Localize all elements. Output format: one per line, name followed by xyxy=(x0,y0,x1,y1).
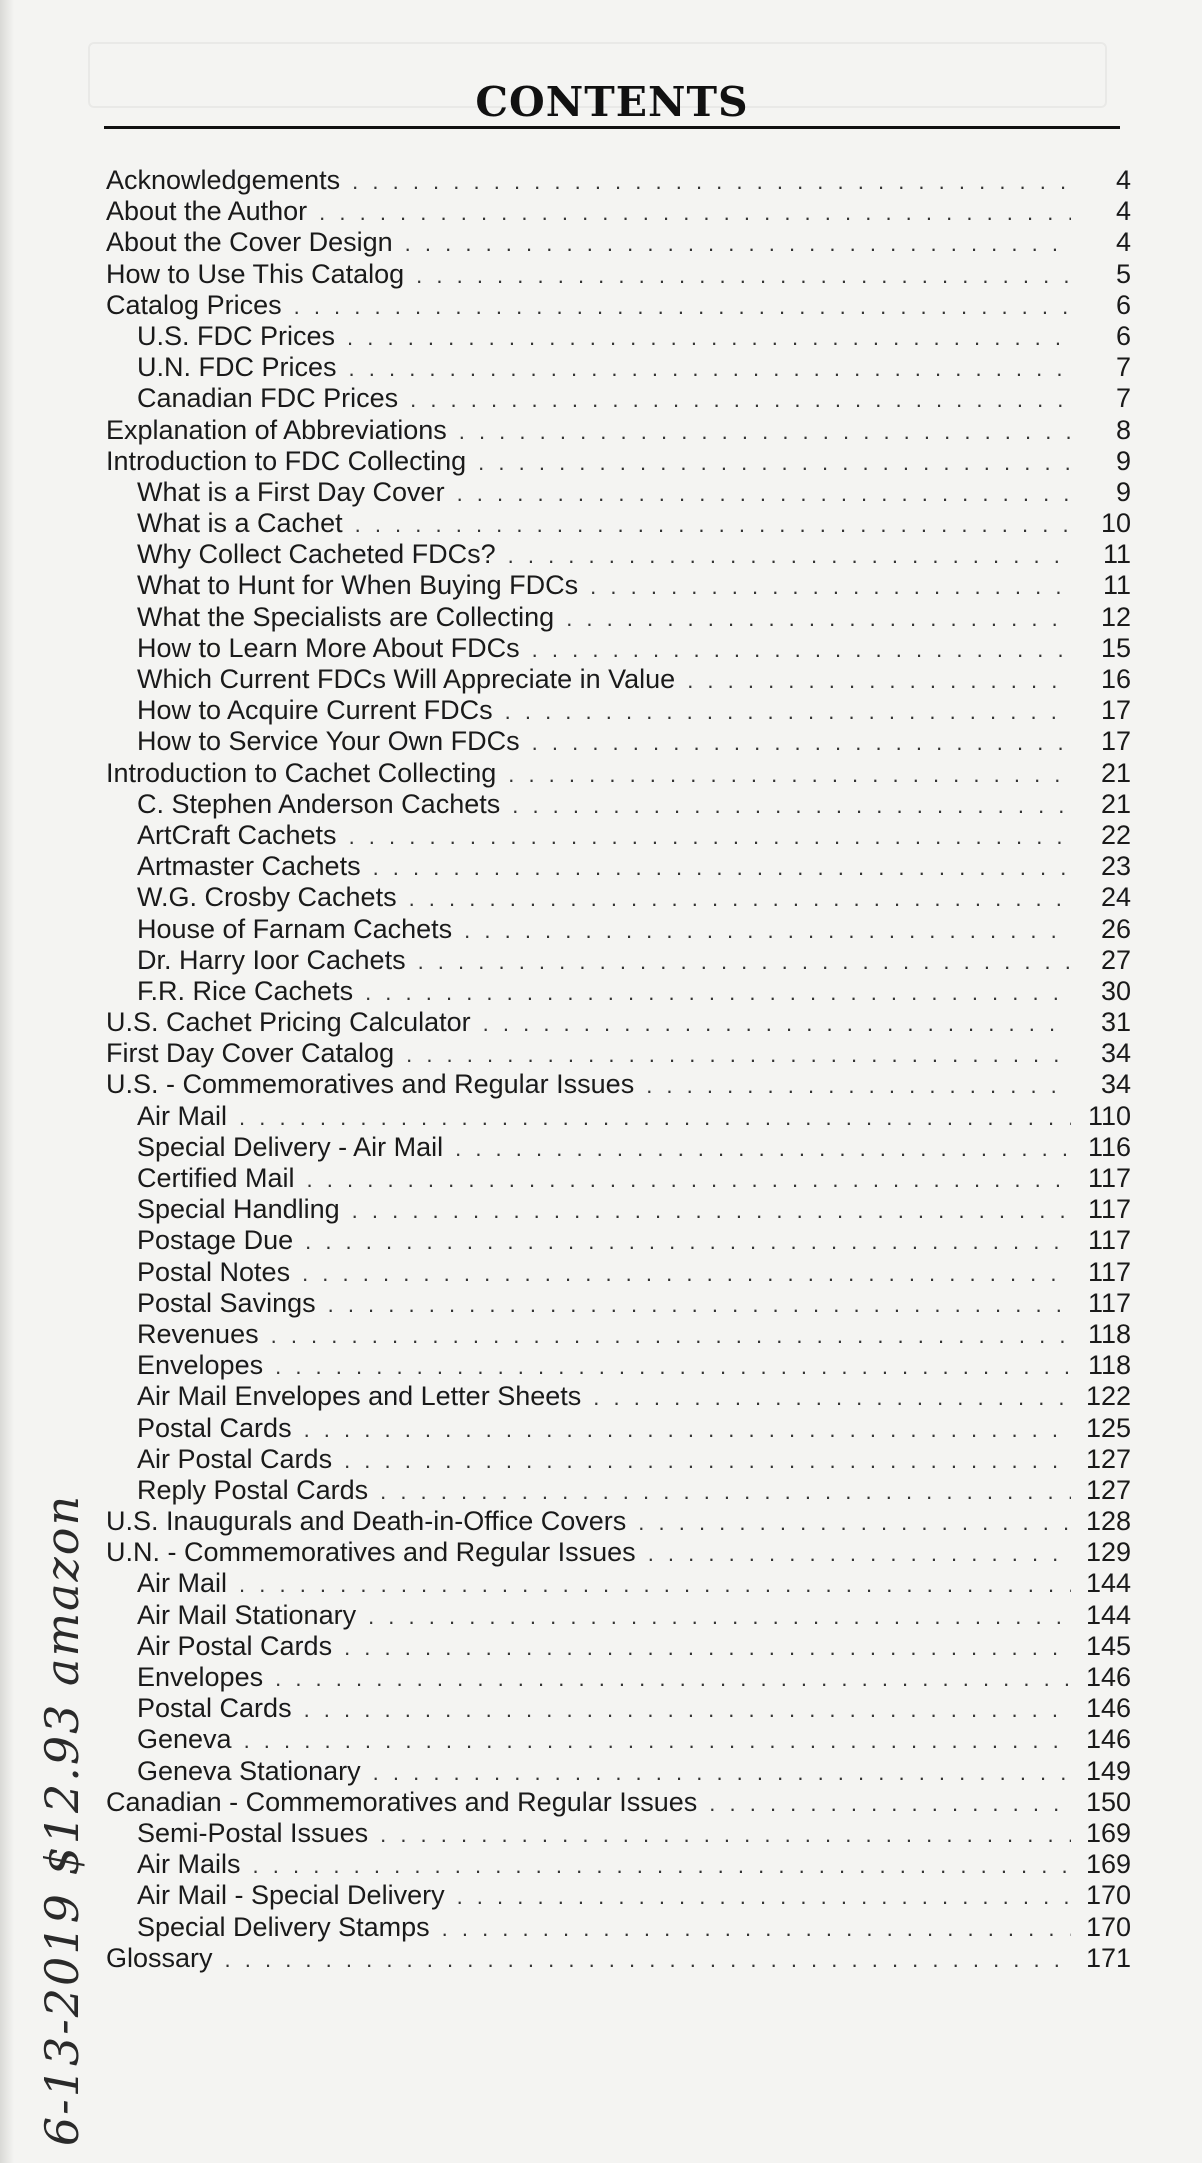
toc-entry-page: 144 xyxy=(1085,1568,1131,1599)
toc-entry-page: 117 xyxy=(1087,1225,1131,1256)
toc-entry-title: Glossary xyxy=(106,1942,213,1973)
toc-entry-page: 27 xyxy=(1100,944,1131,975)
toc-entry-page: 9 xyxy=(1115,476,1131,507)
toc-entry xyxy=(106,1444,1131,1475)
toc-entry-title: Canadian FDC Prices xyxy=(137,383,399,414)
toc-entry xyxy=(106,1693,1131,1724)
toc-leader-dots xyxy=(349,353,1071,384)
toc-entry-page: 34 xyxy=(1100,1038,1131,1069)
toc-entry-title: Postal Savings xyxy=(137,1287,316,1318)
toc-entry xyxy=(106,664,1131,695)
toc-entry-page: 31 xyxy=(1100,1007,1131,1038)
toc-entry-page: 4 xyxy=(1115,165,1131,195)
toc-entry-page: 6 xyxy=(1115,320,1131,351)
toc-entry-title: Air Mail xyxy=(137,1100,228,1131)
toc-leader-dots xyxy=(648,1538,1071,1569)
toc-entry-title: Canadian - Commemoratives and Regular Issues xyxy=(106,1786,698,1817)
toc-entry xyxy=(106,1069,1131,1100)
toc-entry xyxy=(106,1381,1131,1412)
toc-leader-dots xyxy=(349,821,1071,852)
toc-entry-page: 169 xyxy=(1085,1849,1131,1880)
toc-entry-title: House of Farnam Cachets xyxy=(137,913,453,944)
toc-entry xyxy=(106,290,1131,321)
toc-entry-title: Special Delivery Stamps xyxy=(137,1911,430,1942)
toc-entry xyxy=(106,352,1131,383)
toc-leader-dots xyxy=(478,447,1071,478)
toc-leader-dots xyxy=(368,1601,1071,1632)
toc-entry-page: 117 xyxy=(1087,1287,1131,1318)
toc-entry-page: 117 xyxy=(1087,1256,1131,1287)
toc-leader-dots xyxy=(344,1632,1071,1663)
toc-leader-dots xyxy=(416,260,1071,291)
toc-entry-page: 15 xyxy=(1100,632,1131,663)
toc-leader-dots xyxy=(319,197,1071,228)
toc-entry-title: Geneva xyxy=(137,1724,232,1755)
page-edge-shadow xyxy=(0,0,14,2163)
toc-entry-title: What is a First Day Cover xyxy=(137,476,445,507)
toc-entry xyxy=(106,695,1131,726)
toc-entry-page: 21 xyxy=(1100,757,1131,788)
toc-entry xyxy=(106,1101,1131,1132)
toc-entry-title: What the Specialists are Collecting xyxy=(137,601,555,632)
toc-leader-dots xyxy=(380,1819,1071,1850)
toc-entry-title: Why Collect Cacheted FDCs? xyxy=(137,539,496,570)
toc-leader-dots xyxy=(304,1694,1071,1725)
toc-entry xyxy=(106,1506,1131,1537)
toc-leader-dots xyxy=(457,478,1071,509)
toc-entry xyxy=(106,945,1131,976)
toc-entry xyxy=(106,196,1131,227)
toc-entry-page: 7 xyxy=(1115,383,1131,414)
toc-leader-dots xyxy=(352,1195,1071,1226)
toc-entry-title: U.S. Inaugurals and Death-in-Office Covers xyxy=(106,1506,627,1537)
toc-leader-dots xyxy=(355,509,1071,540)
toc-entry xyxy=(106,1132,1131,1163)
toc-leader-dots xyxy=(271,1320,1071,1351)
toc-entry-page: 169 xyxy=(1085,1817,1131,1848)
toc-leader-dots xyxy=(405,228,1071,259)
toc-leader-dots xyxy=(365,977,1071,1008)
toc-leader-dots xyxy=(302,1258,1071,1289)
toc-entry xyxy=(106,1319,1131,1350)
toc-entry-page: 117 xyxy=(1087,1163,1131,1193)
toc-entry xyxy=(106,1912,1131,1943)
toc-leader-dots xyxy=(410,384,1071,415)
toc-leader-dots xyxy=(244,1725,1071,1756)
toc-leader-dots xyxy=(459,416,1071,447)
toc-leader-dots xyxy=(483,1008,1071,1039)
toc-leader-dots xyxy=(347,322,1071,353)
toc-entry xyxy=(106,976,1131,1007)
toc-entry-page: 11 xyxy=(1102,570,1131,601)
toc-leader-dots xyxy=(275,1663,1071,1694)
toc-entry-title: Postal Cards xyxy=(137,1693,292,1724)
toc-entry xyxy=(106,1350,1131,1381)
toc-entry-page: 30 xyxy=(1100,975,1131,1006)
toc-entry-page: 127 xyxy=(1085,1443,1131,1474)
toc-entry-page: 146 xyxy=(1085,1693,1131,1724)
toc-entry-page: 127 xyxy=(1085,1474,1131,1505)
toc-entry xyxy=(106,1257,1131,1288)
toc-entry xyxy=(106,758,1131,789)
toc-entry-page: 118 xyxy=(1087,1318,1131,1349)
toc-entry-title: W.G. Crosby Cachets xyxy=(137,882,397,913)
toc-entry xyxy=(106,633,1131,664)
toc-entry xyxy=(106,446,1131,477)
toc-entry-page: 129 xyxy=(1085,1537,1131,1568)
toc-entry xyxy=(106,726,1131,757)
toc-entry-title: Revenues xyxy=(137,1318,259,1349)
toc-entry-page: 145 xyxy=(1085,1630,1131,1661)
toc-leader-dots xyxy=(646,1070,1071,1101)
page-title: CONTENTS xyxy=(475,78,749,126)
toc-leader-dots xyxy=(464,915,1071,946)
toc-leader-dots xyxy=(638,1507,1071,1538)
toc-entry xyxy=(106,820,1131,851)
toc-entry-page: 146 xyxy=(1085,1662,1131,1692)
toc-entry-title: Certified Mail xyxy=(137,1163,295,1193)
toc-entry xyxy=(106,165,1131,196)
toc-entry xyxy=(106,602,1131,633)
toc-entry xyxy=(106,1194,1131,1225)
toc-entry-page: 21 xyxy=(1100,788,1131,819)
table-of-contents xyxy=(106,165,1131,1974)
toc-entry-title: What is a Cachet xyxy=(137,508,343,539)
toc-entry-page: 8 xyxy=(1115,414,1131,445)
toc-entry-title: Artmaster Cachets xyxy=(137,851,361,882)
toc-entry-title: Special Delivery - Air Mail xyxy=(137,1131,444,1162)
toc-entry xyxy=(106,851,1131,882)
toc-entry-title: Air Mail - Special Delivery xyxy=(137,1880,445,1911)
toc-leader-dots xyxy=(275,1351,1071,1382)
toc-leader-dots xyxy=(239,1102,1071,1133)
toc-leader-dots xyxy=(304,1414,1071,1445)
toc-entry xyxy=(106,570,1131,601)
toc-entry-title: Dr. Harry Ioor Cachets xyxy=(137,944,406,975)
toc-entry-title: Postal Cards xyxy=(137,1412,292,1443)
toc-entry-page: 11 xyxy=(1102,539,1131,570)
toc-entry xyxy=(106,1849,1131,1880)
toc-leader-dots xyxy=(532,634,1071,665)
toc-leader-dots xyxy=(373,852,1071,883)
toc-entry-page: 125 xyxy=(1085,1412,1131,1443)
toc-leader-dots xyxy=(709,1788,1071,1819)
toc-entry-title: F.R. Rice Cachets xyxy=(137,975,354,1006)
toc-entry xyxy=(106,1475,1131,1506)
toc-leader-dots xyxy=(457,1881,1071,1912)
toc-entry-page: 22 xyxy=(1100,819,1131,850)
toc-leader-dots xyxy=(455,1133,1071,1164)
handwritten-note: 6-13-2019 $12.93 amazon xyxy=(35,1493,89,2147)
toc-entry-page: 118 xyxy=(1087,1350,1131,1381)
toc-entry-title: How to Learn More About FDCs xyxy=(137,632,520,663)
toc-entry-page: 150 xyxy=(1085,1786,1131,1817)
toc-entry-page: 149 xyxy=(1085,1755,1131,1786)
toc-entry-page: 17 xyxy=(1100,695,1131,726)
toc-entry-title: Air Mail Envelopes and Letter Sheets xyxy=(137,1381,582,1412)
toc-leader-dots xyxy=(380,1476,1071,1507)
toc-leader-dots xyxy=(328,1289,1071,1320)
toc-entry-page: 4 xyxy=(1115,227,1131,258)
toc-leader-dots xyxy=(508,540,1071,571)
toc-entry xyxy=(106,477,1131,508)
toc-leader-dots xyxy=(508,759,1071,790)
toc-entry-page: 9 xyxy=(1115,445,1131,476)
toc-entry-page: 122 xyxy=(1085,1381,1131,1412)
toc-entry-title: Catalog Prices xyxy=(106,289,282,320)
toc-entry-title: Introduction to FDC Collecting xyxy=(106,445,467,476)
toc-entry-title: How to Use This Catalog xyxy=(106,258,405,289)
toc-entry-title: Explanation of Abbreviations xyxy=(106,414,447,445)
toc-entry-title: About the Author xyxy=(106,196,308,227)
toc-entry-title: Geneva Stationary xyxy=(137,1755,361,1786)
toc-entry-title: U.S. Cachet Pricing Calculator xyxy=(106,1007,471,1038)
toc-entry-page: 12 xyxy=(1100,601,1131,632)
toc-entry xyxy=(106,1007,1131,1038)
toc-leader-dots xyxy=(512,790,1071,821)
toc-entry-title: C. Stephen Anderson Cachets xyxy=(137,788,501,819)
toc-entry-title: Envelopes xyxy=(137,1350,264,1381)
toc-entry-page: 23 xyxy=(1100,851,1131,882)
toc-entry xyxy=(106,1818,1131,1849)
toc-entry-title: Reply Postal Cards xyxy=(137,1474,369,1505)
toc-entry-title: How to Service Your Own FDCs xyxy=(137,726,520,757)
toc-entry xyxy=(106,415,1131,446)
toc-entry-page: 146 xyxy=(1085,1724,1131,1755)
toc-entry-page: 128 xyxy=(1085,1506,1131,1537)
toc-entry xyxy=(106,1537,1131,1568)
toc-entry-page: 26 xyxy=(1100,913,1131,944)
toc-leader-dots xyxy=(566,603,1071,634)
toc-entry-page: 144 xyxy=(1085,1599,1131,1630)
toc-entry xyxy=(106,1631,1131,1662)
toc-entry xyxy=(106,1662,1131,1693)
toc-entry-page: 6 xyxy=(1115,289,1131,320)
toc-entry-title: Air Mails xyxy=(137,1849,241,1880)
toc-entry-title: Air Postal Cards xyxy=(137,1630,333,1661)
toc-entry-title: Acknowledgements xyxy=(106,165,341,195)
toc-entry-title: Postal Notes xyxy=(137,1256,291,1287)
toc-leader-dots xyxy=(225,1944,1071,1975)
toc-leader-dots xyxy=(294,291,1071,322)
toc-entry-page: 117 xyxy=(1087,1194,1131,1225)
toc-entry-title: ArtCraft Cachets xyxy=(137,819,337,850)
toc-entry-title: Air Mail Stationary xyxy=(137,1599,357,1630)
toc-entry xyxy=(106,539,1131,570)
toc-entry xyxy=(106,914,1131,945)
toc-entry-page: 170 xyxy=(1085,1911,1131,1942)
toc-entry-title: Which Current FDCs Will Appreciate in Value xyxy=(137,664,676,694)
toc-entry-page: 5 xyxy=(1115,258,1131,289)
toc-entry xyxy=(106,321,1131,352)
toc-entry xyxy=(106,1038,1131,1069)
toc-entry-title: First Day Cover Catalog xyxy=(106,1038,395,1069)
toc-entry xyxy=(106,1413,1131,1444)
toc-entry-title: Air Postal Cards xyxy=(137,1443,333,1474)
toc-entry xyxy=(106,789,1131,820)
toc-entry xyxy=(106,227,1131,258)
toc-entry-page: 116 xyxy=(1087,1131,1131,1162)
toc-entry-title: Envelopes xyxy=(137,1662,264,1692)
toc-entry-page: 170 xyxy=(1085,1880,1131,1911)
toc-entry-page: 4 xyxy=(1115,196,1131,227)
toc-entry-title: Air Mail xyxy=(137,1568,228,1599)
toc-leader-dots xyxy=(344,1445,1071,1476)
toc-entry xyxy=(106,383,1131,414)
toc-entry xyxy=(106,1225,1131,1256)
toc-entry-title: U.S. - Commemoratives and Regular Issues xyxy=(106,1069,635,1100)
toc-leader-dots xyxy=(532,727,1071,758)
toc-entry xyxy=(106,882,1131,913)
toc-entry-title: Semi-Postal Issues xyxy=(137,1817,369,1848)
toc-entry-page: 16 xyxy=(1100,664,1131,694)
toc-leader-dots xyxy=(505,696,1071,727)
toc-entry xyxy=(106,259,1131,290)
toc-leader-dots xyxy=(418,946,1071,977)
toc-leader-dots xyxy=(442,1913,1071,1944)
toc-entry-page: 110 xyxy=(1087,1100,1131,1131)
toc-entry xyxy=(106,1943,1131,1974)
toc-entry-title: What to Hunt for When Buying FDCs xyxy=(137,570,579,601)
toc-entry xyxy=(106,1880,1131,1911)
toc-leader-dots xyxy=(253,1850,1071,1881)
toc-entry xyxy=(106,1787,1131,1818)
toc-leader-dots xyxy=(593,1382,1071,1413)
toc-entry-title: Introduction to Cachet Collecting xyxy=(106,757,497,788)
toc-entry xyxy=(106,508,1131,539)
toc-leader-dots xyxy=(406,1039,1071,1070)
toc-entry-title: U.N. FDC Prices xyxy=(137,352,337,383)
toc-leader-dots xyxy=(305,1226,1071,1257)
toc-entry-page: 24 xyxy=(1100,882,1131,913)
toc-entry-page: 34 xyxy=(1100,1069,1131,1100)
title-rule xyxy=(104,126,1120,129)
toc-entry-title: About the Cover Design xyxy=(106,227,393,258)
toc-entry-page: 171 xyxy=(1085,1942,1131,1973)
toc-entry-title: U.N. - Commemoratives and Regular Issues xyxy=(106,1537,636,1568)
toc-entry xyxy=(106,1724,1131,1755)
toc-entry-page: 7 xyxy=(1115,352,1131,383)
toc-entry xyxy=(106,1163,1131,1194)
toc-leader-dots xyxy=(307,1164,1071,1195)
toc-leader-dots xyxy=(239,1569,1071,1600)
toc-leader-dots xyxy=(409,883,1071,914)
toc-entry xyxy=(106,1756,1131,1787)
toc-entry-title: U.S. FDC Prices xyxy=(137,320,336,351)
toc-entry-title: Special Handling xyxy=(137,1194,340,1225)
toc-entry xyxy=(106,1600,1131,1631)
toc-entry xyxy=(106,1568,1131,1599)
toc-entry xyxy=(106,1288,1131,1319)
toc-entry-title: How to Acquire Current FDCs xyxy=(137,695,493,726)
toc-leader-dots xyxy=(687,665,1071,696)
toc-leader-dots xyxy=(352,166,1071,197)
toc-entry-page: 17 xyxy=(1100,726,1131,757)
toc-entry-title: Postage Due xyxy=(137,1225,294,1256)
toc-entry-page: 10 xyxy=(1100,508,1131,539)
toc-leader-dots xyxy=(373,1757,1071,1788)
toc-leader-dots xyxy=(590,571,1071,602)
